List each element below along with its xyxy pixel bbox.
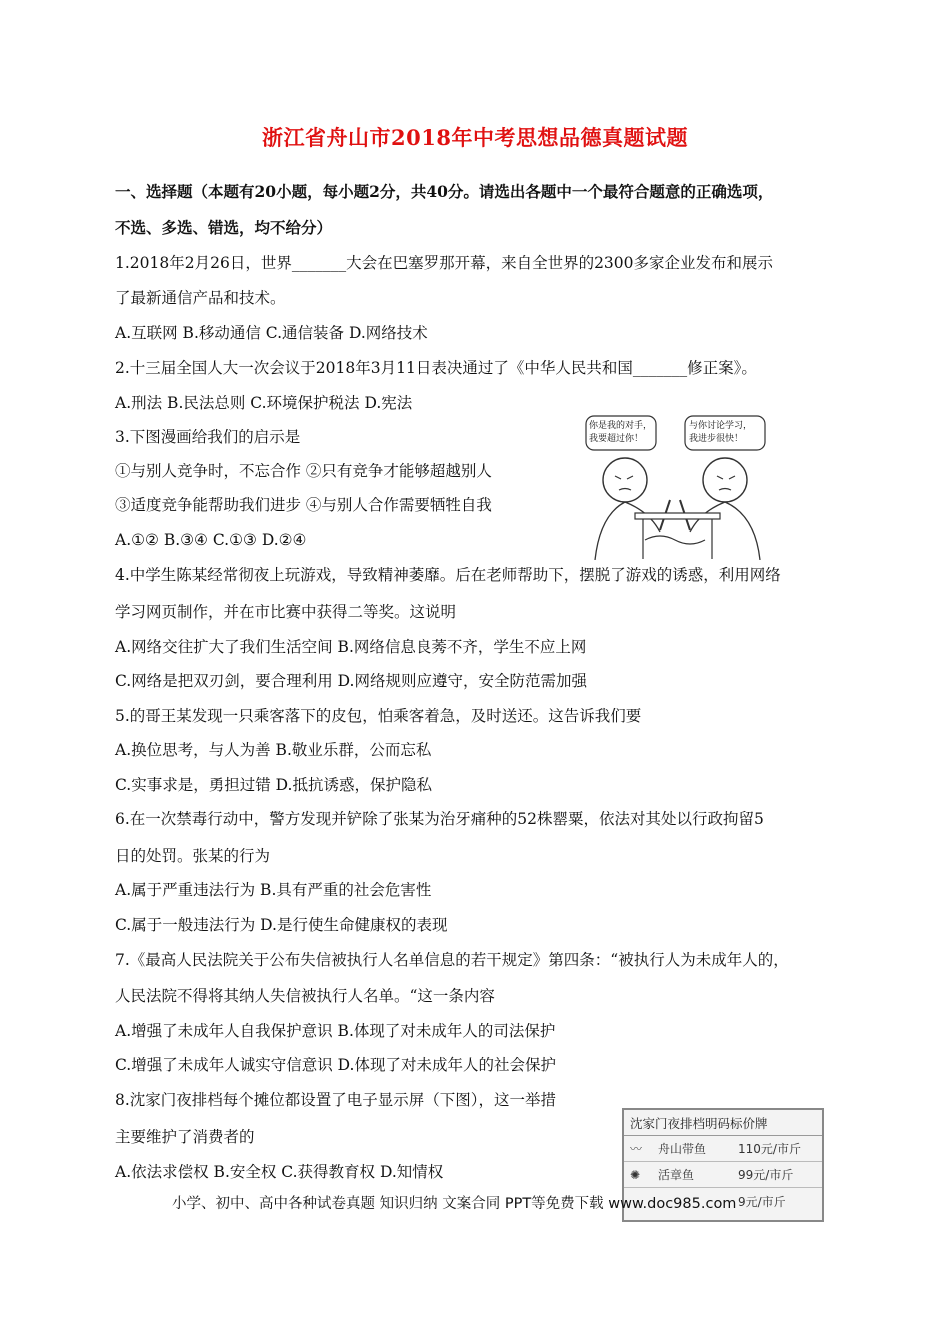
q3-stem: 3.下图漫画给我们的启示是 [115, 428, 301, 446]
right-bubble-line-2: 我进步很快！ [689, 434, 744, 444]
q1-options: A.互联网 B.移动通信 C.通信装备 D.网络技术 [115, 324, 428, 342]
q4-options-ab: A.网络交往扩大了我们生活空间 B.网络信息良莠不齐，学生不应上网 [115, 638, 587, 656]
q6-stem-line-1: 6.在一次禁毒行动中，警方发现并铲除了张某为治牙痛种的52株罂粟，依法对其处以行政拘留5 [115, 810, 764, 828]
q7-options-cd: C.增强了未成年人诚实守信意识 D.体现了对未成年人的社会保护 [115, 1056, 556, 1074]
q4-options-cd: C.网络是把双刃剑，要合理利用 D.网络规则应遵守，安全防范需加强 [115, 672, 587, 690]
q6-options-ab: A.属于严重违法行为 B.具有严重的社会危害性 [115, 881, 432, 899]
q2-options: A.刑法 B.民法总则 C.环境保护税法 D.宪法 [115, 394, 413, 412]
section-header-line-2: 不选、多选、错选，均不给分） [115, 218, 333, 237]
q8-options: A.依法求偿权 B.安全权 C.获得教育权 D.知情权 [115, 1163, 444, 1181]
q7-stem-line-2: 人民法院不得将其纳人失信被执行人名单。“这一条内容 [115, 987, 495, 1005]
price-item-name: 活章鱼 [658, 1168, 695, 1182]
left-bubble-line-2: 我要超过你！ [589, 434, 644, 444]
price-board-header: 沈家门夜排档明码标价牌 [624, 1110, 822, 1136]
price-row [624, 1136, 822, 1162]
q6-options-cd: C.属于一般违法行为 D.是行使生命健康权的表现 [115, 916, 448, 934]
price-row [624, 1162, 822, 1188]
price-item-price: 110元/市斤 [738, 1142, 801, 1156]
q3-options: A.①② B.③④ C.①③ D.②④ [115, 531, 307, 549]
q1-stem-line-2: 了最新通信产品和技术。 [115, 289, 286, 307]
price-item-price: 9元/市斤 [738, 1194, 786, 1209]
q7-options-ab: A.增强了未成年人自我保护意识 B.体现了对未成年人的司法保护 [115, 1022, 556, 1040]
q4-stem-line-1: 4.中学生陈某经常彻夜上玩游戏，导致精神萎靡。后在老师帮助下，摆脱了游戏的诱惑，利用网络 [115, 566, 781, 584]
q8-stem-line-2: 主要维护了消费者的 [115, 1128, 255, 1146]
q6-stem-line-2: 日的处罚。张某的行为 [115, 847, 271, 865]
footer-watermark: 小学、初中、高中各种试卷真题 知识归纳 文案合同 PPT等免费下载 www.doc985.com [172, 1196, 737, 1212]
right-bubble-line-1: 与你讨论学习， [689, 421, 753, 431]
q4-stem-line-2: 学习网页制作，并在市比赛中获得二等奖。这说明 [115, 603, 457, 621]
q5-stem: 5.的哥王某发现一只乘客落下的皮包，怕乘客着急，及时送还。这告诉我们要 [115, 707, 642, 725]
arm-wrestling-cartoon [585, 410, 770, 560]
q3-statement-1-2: ①与别人竞争时，不忘合作 ②只有竞争才能够超越别人 [115, 462, 492, 480]
section-header-line-1: 一、选择题（本题有20小题，每小题2分，共40分。请选出各题中一个最符合题意的正确选项， [115, 182, 774, 201]
left-bubble-line-1: 你是我的对手， [589, 421, 653, 431]
page-title: 浙江省舟山市2018年中考思想品德真题试题 [262, 125, 688, 150]
q5-options-ab: A.换位思考，与人为善 B.敬业乐群，公而忘私 [115, 741, 432, 759]
q7-stem-line-1: 7.《最高人民法院关于公布失信被执行人名单信息的若干规定》第四条：“被执行人为未成年人的， [115, 951, 789, 969]
q8-stem-line-1: 8.沈家门夜排档每个摊位都设置了电子显示屏（下图），这一举措 [115, 1091, 557, 1109]
fish-icon: 〰 [630, 1142, 643, 1156]
q3-statement-3-4: ③适度竞争能帮助我们进步 ④与别人合作需要牺牲自我 [115, 496, 492, 514]
octopus-icon: ✺ [630, 1167, 641, 1182]
q2-stem: 2.十三届全国人大一次会议于2018年3月11日表决通过了《中华人民共和国_______修正案》。 [115, 359, 757, 377]
price-item-name: 舟山带鱼 [658, 1142, 707, 1156]
price-item-price: 99元/市斤 [738, 1168, 794, 1182]
q5-options-cd: C.实事求是，勇担过错 D.抵抗诱惑，保护隐私 [115, 776, 432, 794]
q1-stem-line-1: 1.2018年2月26日，世界_______大会在巴塞罗那开幕，来自全世界的2300多家企业发布和展示 [115, 254, 774, 272]
